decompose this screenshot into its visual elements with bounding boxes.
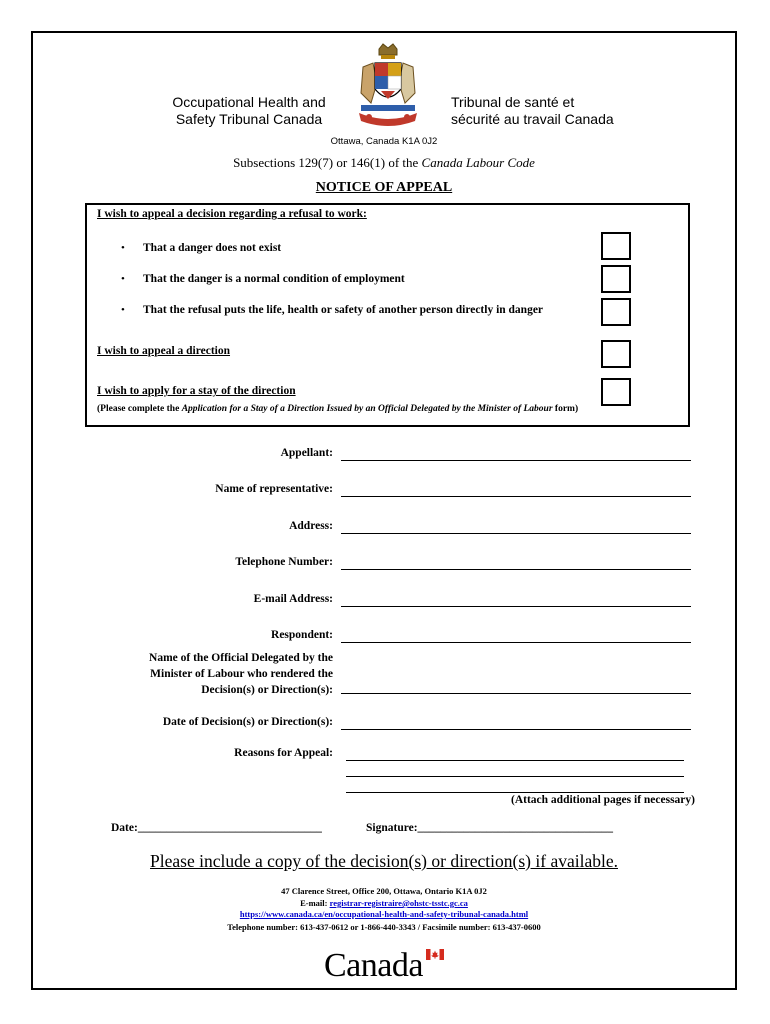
org-en-line2: Safety Tribunal Canada (175, 111, 323, 127)
reasons-label: Reasons for Appeal: (234, 747, 333, 759)
stay-note-prefix: (Please complete the (97, 404, 182, 414)
decision-date-field[interactable] (341, 729, 691, 730)
legal-reference-code: Canada Labour Code (421, 155, 535, 170)
official-label-line3: Decision(s) or Direction(s): (201, 684, 333, 696)
reasons-line-1[interactable] (346, 760, 684, 761)
bullet-icon: • (121, 242, 125, 254)
org-en-line1: Occupational Health and (172, 94, 326, 110)
coat-of-arms-icon (355, 43, 421, 131)
stay-heading: I wish to apply for a stay of the direction (97, 385, 296, 397)
telephone-label: Telephone Number: (235, 556, 333, 568)
appellant-field[interactable] (341, 460, 691, 461)
appeal-direction-checkbox[interactable] (601, 340, 631, 368)
legal-reference (33, 155, 735, 171)
appellant-label: Appellant: (280, 447, 333, 459)
attach-note: (Attach additional pages if necessary) (511, 794, 695, 806)
option-another-person-danger: That the refusal puts the life, health or safety of another person directly in danger (143, 304, 544, 316)
footer-address: 47 Clarence Street, Office 200, Ottawa, Ontario K1A 0J2 (281, 886, 487, 896)
stay-direction-checkbox[interactable] (601, 378, 631, 406)
email-label: E-mail Address: (253, 593, 333, 605)
representative-field[interactable] (341, 496, 691, 497)
org-fr-line1: Tribunal de santé et (451, 94, 575, 110)
org-name-english (169, 94, 329, 128)
representative-label: Name of representative: (215, 483, 333, 495)
reasons-line-2[interactable] (346, 776, 684, 777)
option-no-danger: That a danger does not exist (143, 242, 282, 254)
copy-notice: Please include a copy of the decision(s) or direction(s) if available. (150, 851, 618, 871)
stay-note-form-name: Application for a Stay of a Direction Issued by an Official Delegated by the Minister of Labour (181, 404, 553, 414)
org-name-french (451, 94, 651, 128)
page-title: NOTICE OF APPEAL (315, 180, 453, 195)
normal-condition-checkbox[interactable] (601, 265, 631, 293)
footer-email-link[interactable]: registrar-registraire@ohstc-tsstc.gc.ca (329, 898, 468, 908)
address-field[interactable] (341, 533, 691, 534)
decision-date-label: Date of Decision(s) or Direction(s): (162, 716, 333, 728)
address-label: Address: (289, 520, 333, 532)
official-label (33, 650, 333, 698)
form-page (31, 31, 737, 990)
reasons-line-3[interactable] (346, 792, 684, 793)
option-normal-condition: That the danger is a normal condition of employment (143, 273, 405, 285)
date-field[interactable]: Date:________________________________ (111, 822, 322, 834)
no-danger-checkbox[interactable] (601, 232, 631, 260)
org-fr-line2: sécurité au travail Canada (451, 111, 614, 127)
telephone-field[interactable] (341, 569, 691, 570)
another-person-checkbox[interactable] (601, 298, 631, 326)
official-field[interactable] (341, 693, 691, 694)
canada-wordmark-text: Canada (324, 947, 423, 984)
footer-email-line (33, 898, 735, 908)
signature-field[interactable]: Signature:__________________________________ (366, 822, 614, 834)
bullet-icon: • (121, 273, 125, 285)
footer-website-link[interactable]: https://www.canada.ca/en/occupational-health-and-safety-tribunal-canada.html (239, 909, 529, 919)
footer-url-line (33, 909, 735, 919)
email-field[interactable] (341, 606, 691, 607)
footer-email-label: E-mail: (300, 898, 330, 908)
stay-note (97, 404, 578, 414)
canada-flag-icon (426, 949, 444, 960)
official-label-line2: Minister of Labour who rendered the (150, 668, 333, 680)
respondent-label: Respondent: (271, 629, 333, 641)
direction-heading: I wish to appeal a direction (97, 345, 231, 357)
official-label-line1: Name of the Official Delegated by the (149, 652, 333, 664)
stay-note-suffix: form) (552, 404, 579, 414)
appeal-options-box (85, 203, 690, 427)
legal-reference-text: Subsections 129(7) or 146(1) of the (233, 155, 422, 170)
bullet-icon: • (121, 304, 125, 316)
canada-wordmark (324, 946, 423, 986)
respondent-field[interactable] (341, 642, 691, 643)
refusal-heading: I wish to appeal a decision regarding a refusal to work: (97, 208, 367, 220)
footer-phones: Telephone number: 613-437-0612 or 1-866-440-3343 / Facsimile number: 613-437-0600 (227, 922, 541, 932)
office-location: Ottawa, Canada K1A 0J2 (330, 136, 438, 147)
